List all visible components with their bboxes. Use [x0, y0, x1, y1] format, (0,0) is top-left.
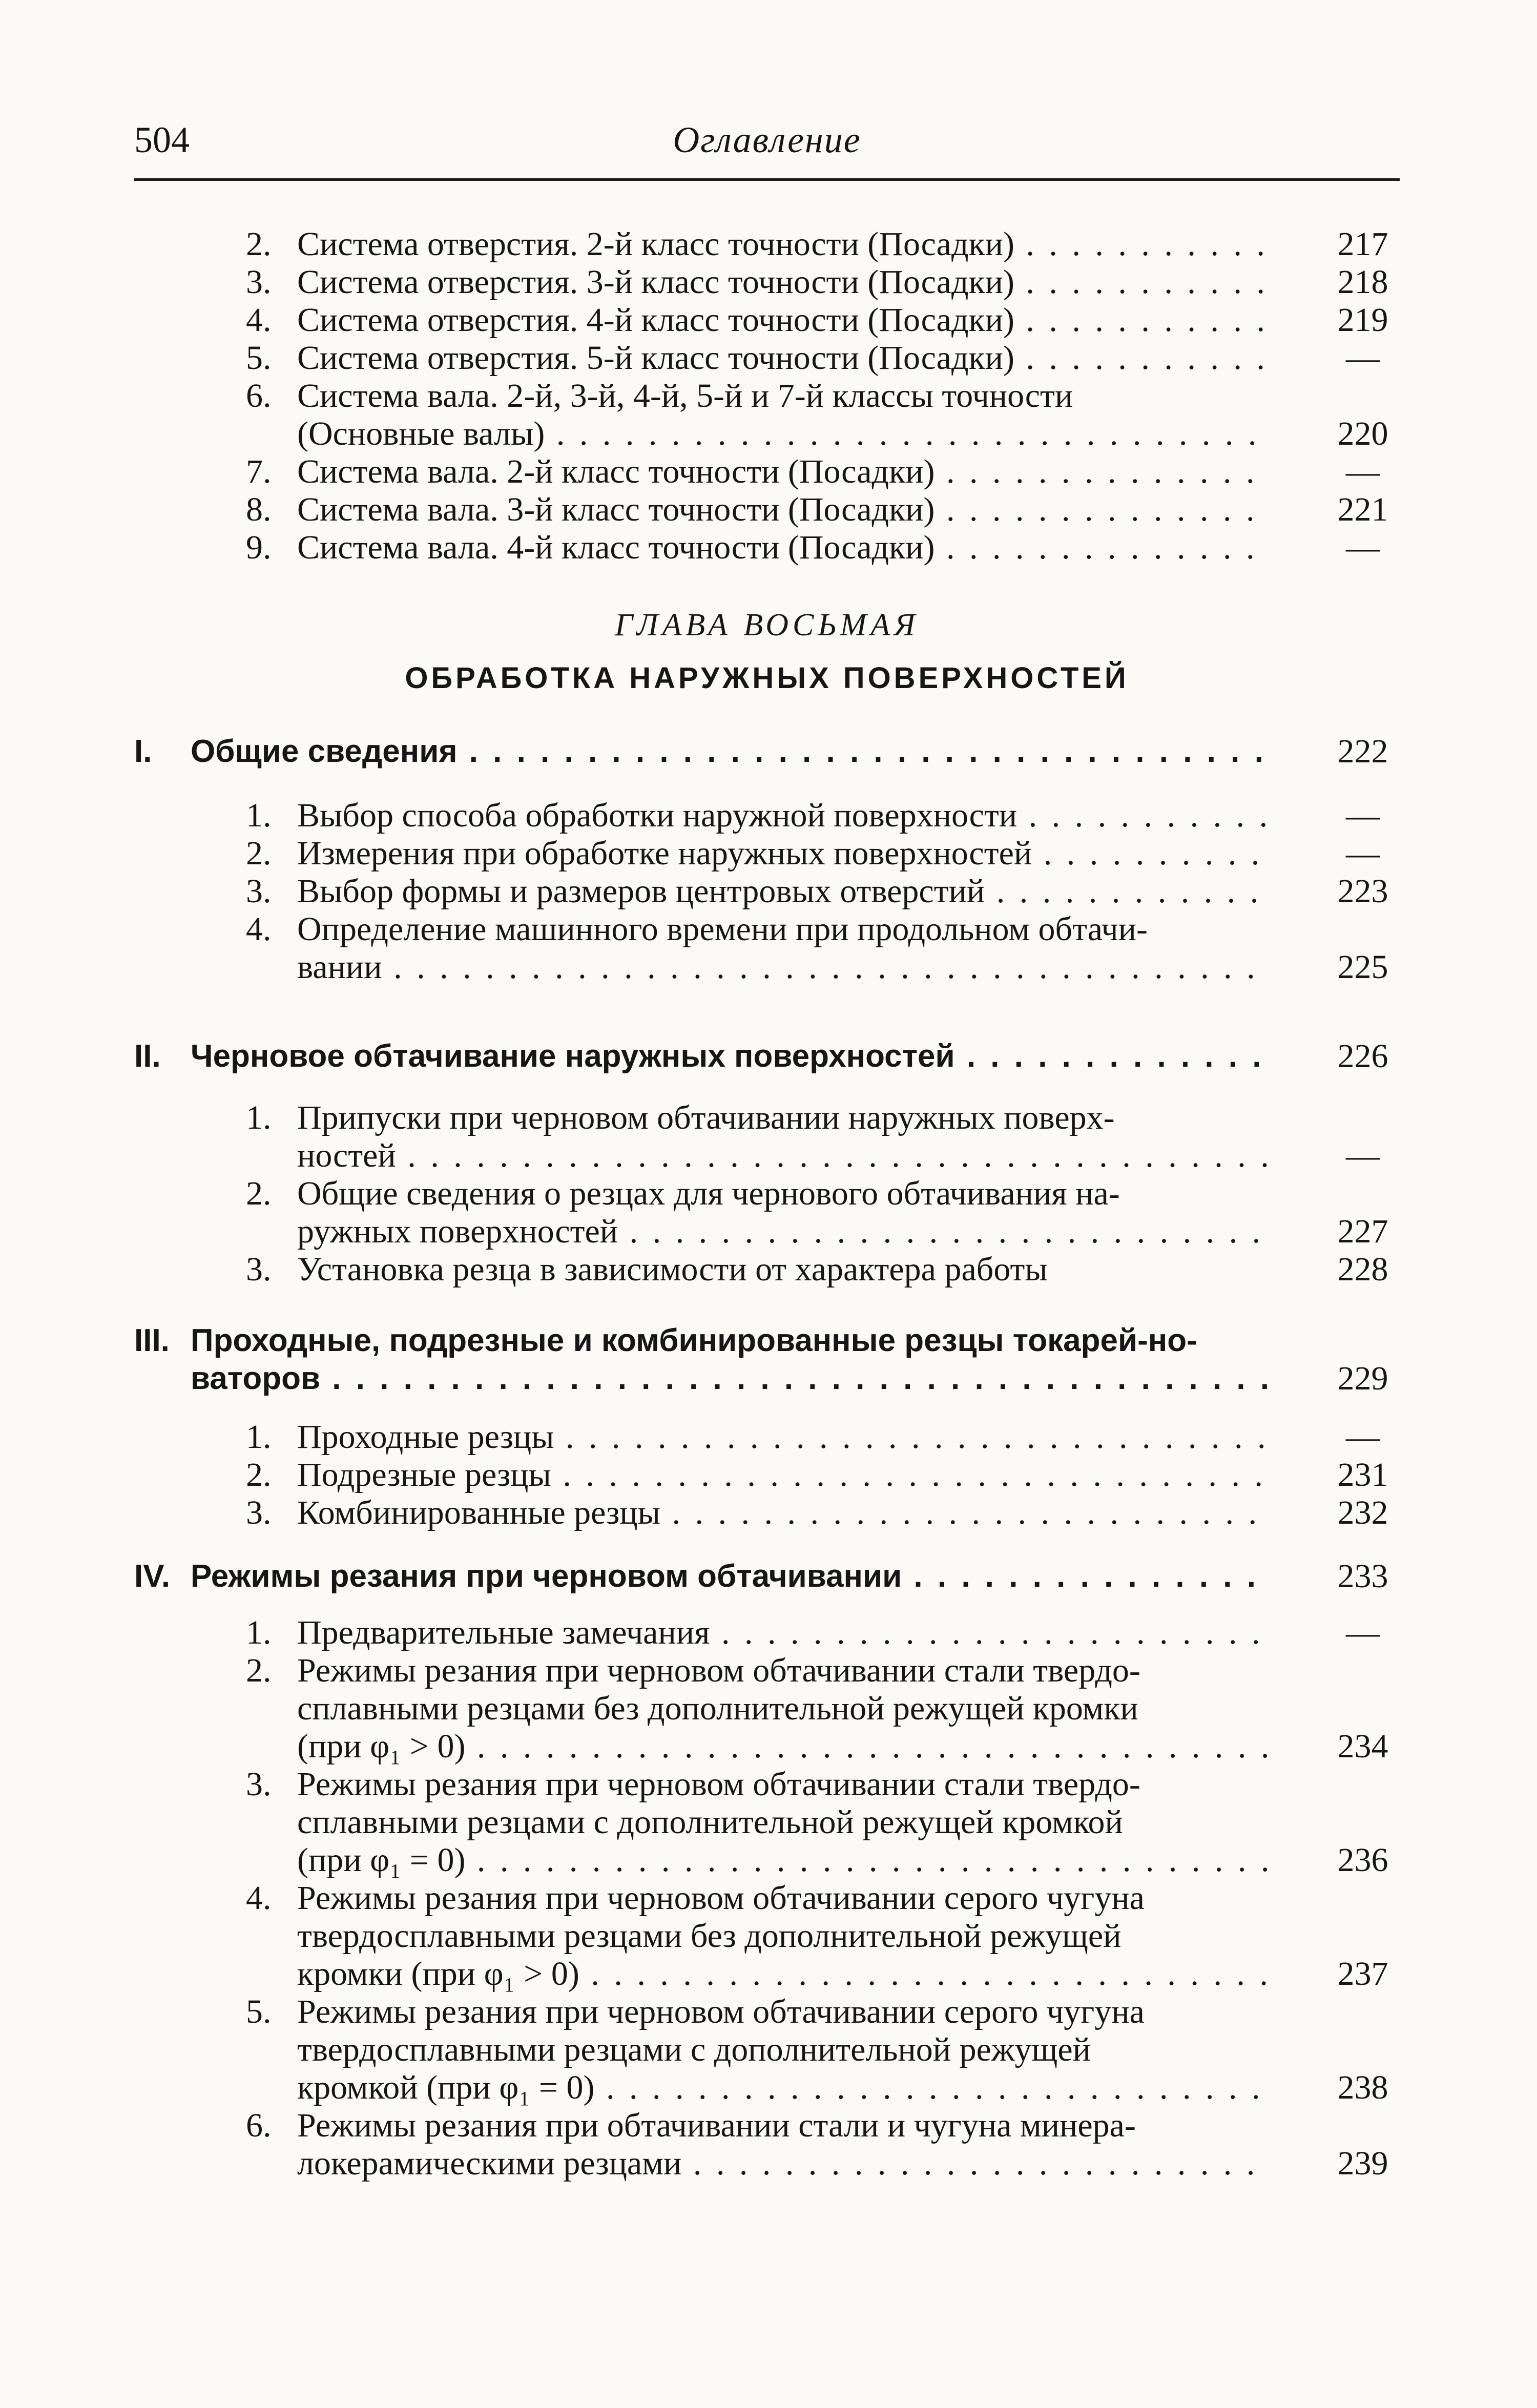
toc-item-continuation: ностей . . . — — [246, 1137, 1271, 1175]
toc-item: 6. Режимы резания при обтачивании стали и чугуна минера- — [246, 2107, 1136, 2144]
toc-item: 3. Система отверстия. 3-й класс точности (Посадки) . . . 218 — [246, 263, 1271, 301]
section-heading: III. Проходные, подрезные и комбинированные резцы токарей-но- — [134, 1323, 1197, 1358]
chapter-title: ГЛАВА ВОСЬМАЯ — [615, 608, 919, 642]
toc-item: 3. Выбор формы и размеров центровых отверстий . . . 223 — [246, 873, 1271, 910]
toc-item: 3. Режимы резания при черновом обтачивании стали твердо- — [246, 1766, 1140, 1803]
toc-item-continuation: ружных поверхностей . . . 227 — [246, 1213, 1271, 1251]
toc-item-continuation: сплавными резцами с дополнительной режущей кромкой — [297, 1803, 1123, 1841]
toc-item: 1. Проходные резцы . . . — — [246, 1418, 1271, 1456]
toc-item-continuation: кромкой (при φ₁ = 0) . . . 238 — [246, 2069, 1271, 2107]
toc-item: 5. Режимы резания при черновом обтачивании серого чугуна — [246, 1993, 1145, 2030]
toc-item-continuation: кромки (при φ₁ > 0) . . . 237 — [246, 1955, 1271, 1993]
toc-item: 8. Система вала. 3-й класс точности (Посадки) . . . 221 — [246, 491, 1271, 529]
toc-item: 2. Режимы резания при черновом обтачивании стали твердо- — [246, 1652, 1140, 1689]
toc-item: 2. Подрезные резцы . . . 231 — [246, 1456, 1271, 1494]
page-number: 504 — [134, 119, 190, 160]
toc-item: 1. Выбор способа обработки наружной поверхности . . . — — [246, 797, 1271, 835]
toc-item-continuation: вании . . . 225 — [246, 948, 1271, 986]
toc-item-continuation: локерамическими резцами . . . 239 — [246, 2145, 1271, 2183]
section-heading: I. Общие сведения . . . 222 — [134, 733, 1271, 771]
toc-item: 7. Система вала. 2-й класс точности (Посадки) . . . — — [246, 453, 1271, 491]
toc-item: 2. Система отверстия. 2-й класс точности (Посадки) . . . 217 — [246, 225, 1271, 263]
toc-item-continuation: сплавными резцами без дополнительной режущей кромки — [297, 1690, 1138, 1727]
toc-item: 2. Общие сведения о резцах для чернового обтачивания на- — [246, 1175, 1120, 1212]
section-heading-continuation: ваторов . . . 229 — [134, 1360, 1271, 1398]
toc-item-continuation: (при φ₁ > 0) . . . 234 — [246, 1728, 1271, 1766]
page-header — [134, 114, 1400, 170]
toc-item-continuation: твердосплавными резцами с дополнительной режущей — [297, 2031, 1091, 2068]
running-title: Оглавление — [673, 119, 861, 160]
toc-item: 4. Режимы резания при черновом обтачивании серого чугуна — [246, 1879, 1145, 1917]
chapter-name: ОБРАБОТКА НАРУЖНЫХ ПОВЕРХНОСТЕЙ — [405, 661, 1129, 695]
toc-item: 4. Система отверстия. 4-й класс точности (Посадки) . . . 219 — [246, 301, 1271, 339]
toc-item: 1. Припуски при черновом обтачивании наружных поверх- — [246, 1099, 1115, 1136]
toc-item-continuation: (при φ₁ = 0) . . . 236 — [246, 1841, 1271, 1879]
toc-item-continuation: твердосплавными резцами без дополнительной режущей — [297, 1917, 1121, 1955]
toc-item: 5. Система отверстия. 5-й класс точности (Посадки) . . . — — [246, 339, 1271, 377]
toc-item: 3. Комбинированные резцы . . . 232 — [246, 1494, 1271, 1532]
toc-item: 2. Измерения при обработке наружных поверхностей . . . — — [246, 835, 1271, 873]
toc-item: 4. Определение машинного времени при продольном обтачи- — [246, 910, 1148, 948]
toc-item: 9. Система вала. 4-й класс точности (Посадки) . . . — — [246, 529, 1271, 567]
section-heading: II. Черновое обтачивание наружных поверхностей . . . 226 — [134, 1037, 1271, 1075]
toc-item-continuation: (Основные валы) . . . 220 — [246, 415, 1271, 453]
section-heading: IV. Режимы резания при черновом обтачивании . . . 233 — [134, 1558, 1271, 1595]
toc-item: 3. Установка резца в зависимости от характера работы 228 — [246, 1251, 1388, 1288]
toc-item: 6. Система вала. 2-й, 3-й, 4-й, 5-й и 7-й классы точности — [246, 377, 1073, 414]
header-rule — [134, 178, 1400, 181]
toc-item: 1. Предварительные замечания . . . — — [246, 1614, 1271, 1652]
